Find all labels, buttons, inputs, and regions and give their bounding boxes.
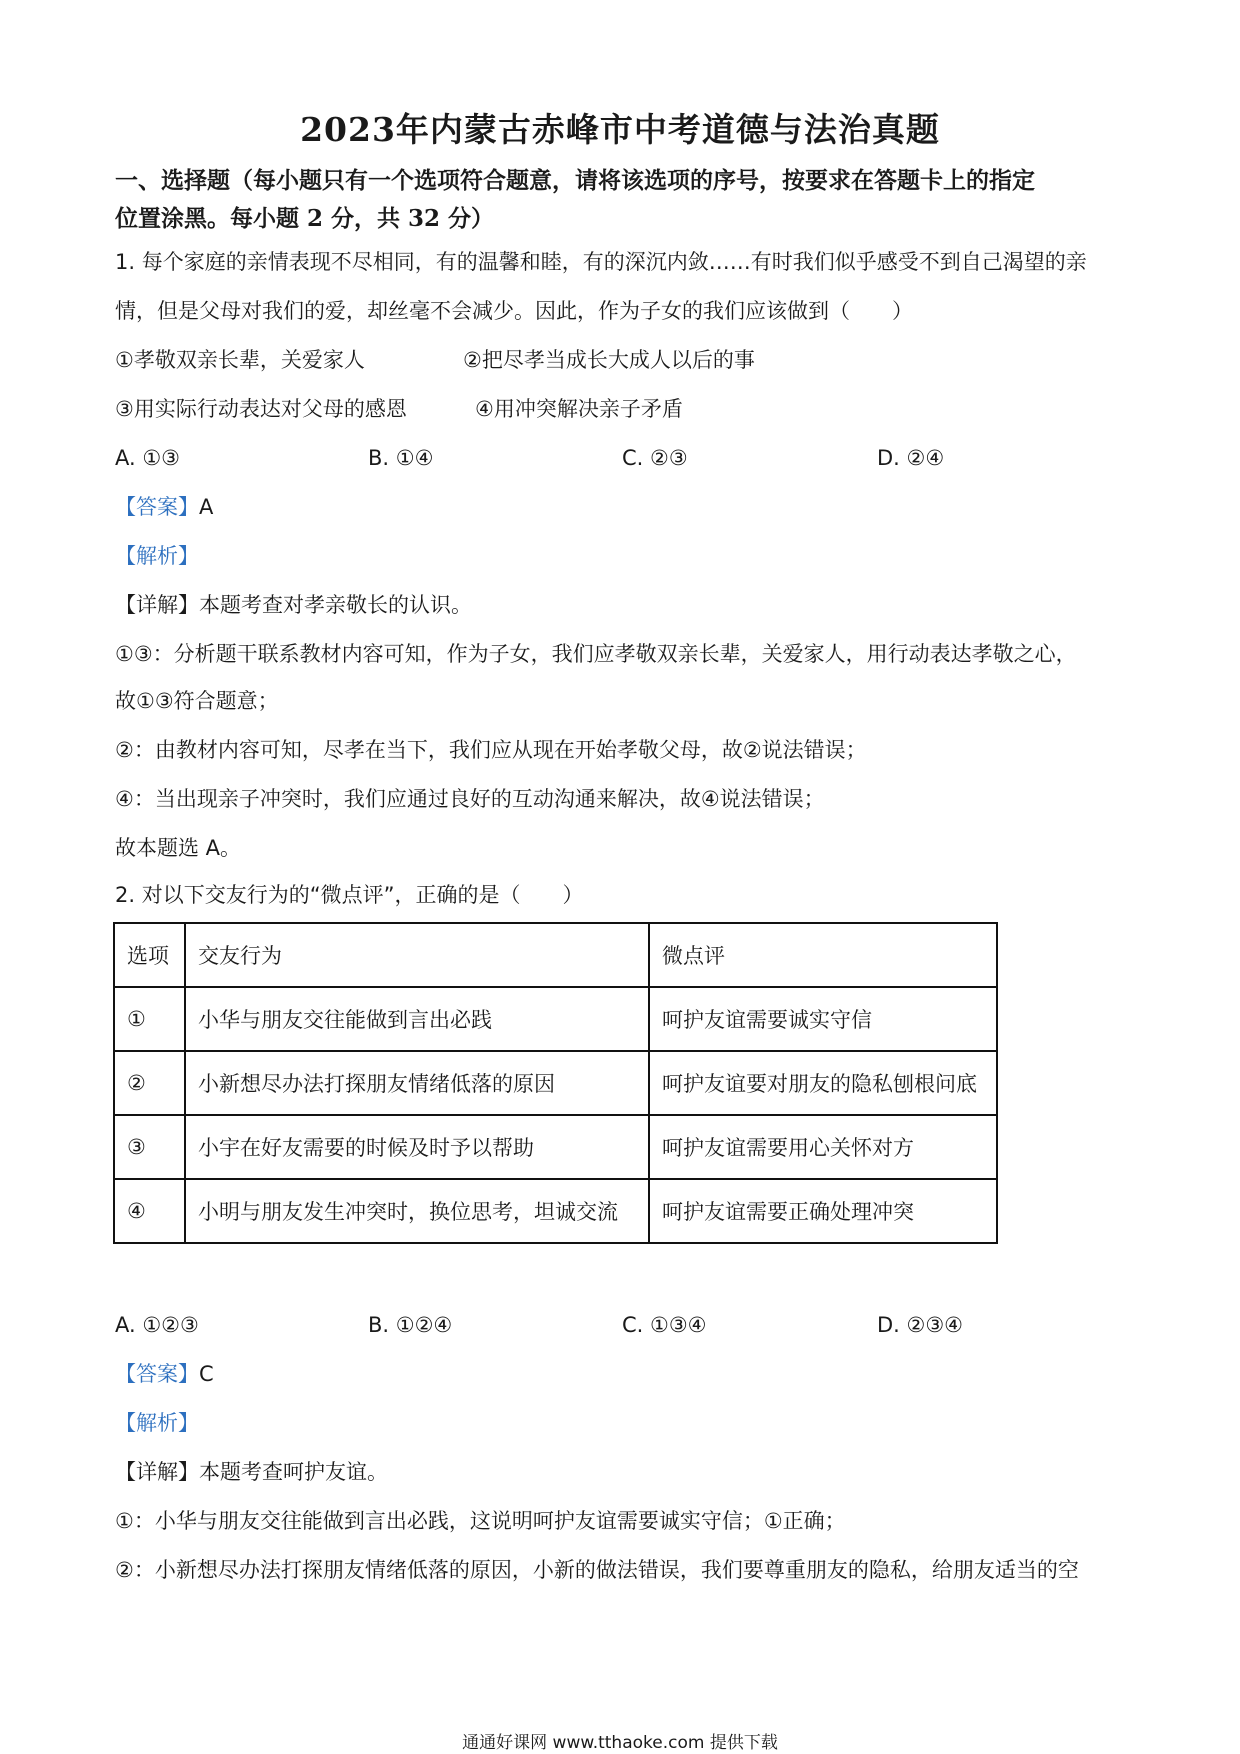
table-cell-behavior: 小华与朋友交往能做到言出必践 <box>185 987 649 1051</box>
q2-choice-b: B. ①②④ <box>368 1313 453 1337</box>
table-row <box>114 1051 997 1115</box>
table-header-cell: 选项 <box>114 923 185 987</box>
table-cell-behavior: 小明与朋友发生冲突时，换位思考，坦诚交流 <box>185 1179 649 1243</box>
q2-stem: 2. 对以下交友行为的“微点评”，正确的是（ ） <box>115 883 584 907</box>
table-row <box>114 987 997 1051</box>
q1-answer-value: A <box>199 495 214 519</box>
q2-detail-text: 本题考查呵护友谊。 <box>199 1460 388 1484</box>
table-cell-comment: 呵护友谊需要用心关怀对方 <box>649 1115 997 1179</box>
q1-item-2: ②把尽孝当成长大成人以后的事 <box>463 348 755 372</box>
q1-choice-b: B. ①④ <box>368 446 434 470</box>
q2-choice-a: A. ①②③ <box>115 1313 199 1337</box>
q1-choice-a: A. ①③ <box>115 446 180 470</box>
table-cell-option: ① <box>114 987 185 1051</box>
q1-explain-line5: 故本题选 A。 <box>115 836 242 860</box>
q2-explain-line1: ①：小华与朋友交往能做到言出必践，这说明呵护友谊需要诚实守信；①正确； <box>115 1509 846 1533</box>
table-row <box>114 1179 997 1243</box>
q1-item-1: ①孝敬双亲长辈，关爱家人 <box>115 348 365 372</box>
q1-item-4: ④用冲突解决亲子矛盾 <box>475 397 683 421</box>
table-cell-behavior: 小新想尽办法打探朋友情绪低落的原因 <box>185 1051 649 1115</box>
q1-explain-line2: 故①③符合题意； <box>115 689 279 713</box>
q2-choice-c: C. ①③④ <box>622 1313 707 1337</box>
q2-detail-tag: 【详解】 <box>115 1460 199 1484</box>
table-header-cell: 微点评 <box>649 923 997 987</box>
page-title: 2023年内蒙古赤峰市中考道德与法治真题 <box>300 110 940 149</box>
q1-stem-line2: 情，但是父母对我们的爱，却丝毫不会减少。因此，作为子女的我们应该做到（ ） <box>115 299 913 323</box>
table-cell-comment: 呵护友谊需要诚实守信 <box>649 987 997 1051</box>
q1-item-3: ③用实际行动表达对父母的感恩 <box>115 397 407 421</box>
table-header-cell: 交友行为 <box>185 923 649 987</box>
q2-choice-d: D. ②③④ <box>877 1313 963 1337</box>
q1-explain-line4: ④：当出现亲子冲突时，我们应通过良好的互动沟通来解决，故④说法错误； <box>115 787 825 811</box>
q2-answer-value: C <box>199 1362 214 1386</box>
section-heading-line1: 一、选择题（每小题只有一个选项符合题意，请将该选项的序号，按要求在答题卡上的指定 <box>115 167 1035 194</box>
table-cell-comment: 呵护友谊要对朋友的隐私刨根问底 <box>649 1051 997 1115</box>
table-header-row <box>114 923 997 987</box>
q2-answer-tag: 【答案】 <box>115 1362 199 1386</box>
q1-explain-line1: ①③：分析题干联系教材内容可知，作为子女，我们应孝敬双亲长辈，关爱家人，用行动表达孝敬之心， <box>115 642 1077 666</box>
q1-choice-c: C. ②③ <box>622 446 688 470</box>
q1-answer-tag: 【答案】 <box>115 495 199 519</box>
q1-detail-text: 本题考查对孝亲敬长的认识。 <box>199 593 472 617</box>
q2-answer <box>115 1359 214 1389</box>
q1-choice-d: D. ②④ <box>877 446 945 470</box>
q2-explain-line2: ②：小新想尽办法打探朋友情绪低落的原因，小新的做法错误，我们要尊重朋友的隐私，给朋友适当的空 <box>115 1558 1079 1582</box>
table-row <box>114 1115 997 1179</box>
table-cell-behavior: 小宇在好友需要的时候及时予以帮助 <box>185 1115 649 1179</box>
section-heading-line2: 位置涂黑。每小题 2 分，共 32 分） <box>115 205 495 232</box>
q1-explain-line3: ②：由教材内容可知，尽孝在当下，我们应从现在开始孝敬父母，故②说法错误； <box>115 738 867 762</box>
q1-detail-tag: 【详解】 <box>115 593 199 617</box>
table-cell-option: ② <box>114 1051 185 1115</box>
table-cell-option: ④ <box>114 1179 185 1243</box>
page-footer: 通通好课网 www.tthaoke.com 提供下载 <box>462 1733 778 1753</box>
q1-stem-line1: 1. 每个家庭的亲情表现不尽相同，有的温馨和睦，有的深沉内敛……有时我们似乎感受不到自己渴望的亲 <box>115 250 1087 274</box>
q2-detail <box>115 1457 388 1487</box>
q2-analysis-tag: 【解析】 <box>115 1411 199 1435</box>
table-cell-option: ③ <box>114 1115 185 1179</box>
q1-analysis-tag: 【解析】 <box>115 544 199 568</box>
q1-detail <box>115 590 472 620</box>
table-cell-comment: 呵护友谊需要正确处理冲突 <box>649 1179 997 1243</box>
q2-table <box>113 922 998 1244</box>
q1-answer <box>115 492 213 522</box>
